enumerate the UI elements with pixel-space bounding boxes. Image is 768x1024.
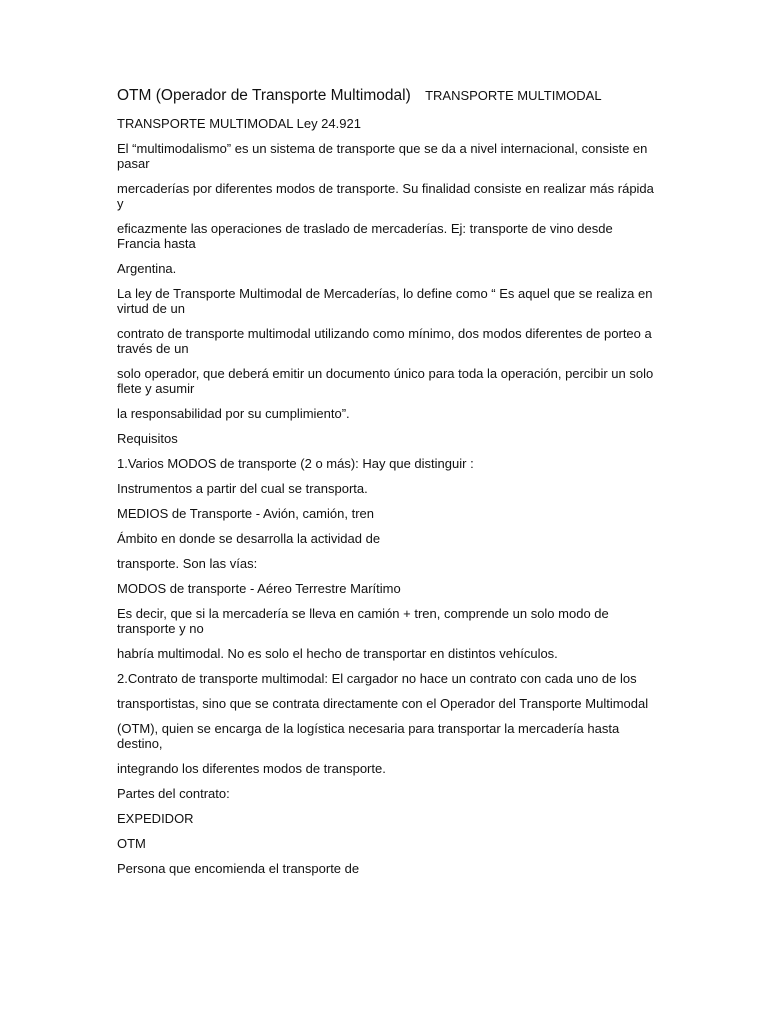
- paragraph: la responsabilidad por su cumplimiento”.: [117, 406, 350, 421]
- paragraph: Ámbito en donde se desarrolla la actividad de: [117, 531, 381, 546]
- paragraph: OTM: [117, 836, 146, 851]
- paragraph: MODOS de transporte - Aéreo Terrestre Marítimo: [117, 581, 401, 596]
- document-body: [117, 86, 657, 886]
- title-side: TRANSPORTE MULTIMODAL: [425, 88, 602, 103]
- paragraph: integrando los diferentes modos de transporte.: [117, 761, 386, 776]
- section-heading-requisitos: Requisitos: [117, 431, 178, 446]
- paragraph: habría multimodal. No es solo el hecho de transportar en distintos vehículos.: [117, 646, 558, 661]
- paragraph: mercaderías por diferentes modos de transporte. Su finalidad consiste en realizar más rápida y: [117, 181, 654, 211]
- paragraph: solo operador, que deberá emitir un documento único para toda la operación, percibir un solo flete y asumir: [117, 366, 654, 396]
- paragraph: transportistas, sino que se contrata directamente con el Operador del Transporte Multimodal: [117, 696, 649, 711]
- paragraph: Es decir, que si la mercadería se lleva en camión + tren, comprende un solo modo de transporte y no: [117, 606, 609, 636]
- paragraph: Instrumentos a partir del cual se transporta.: [117, 481, 368, 496]
- document-title: [117, 86, 657, 106]
- paragraph: 1.Varios MODOS de transporte (2 o más): Hay que distinguir :: [117, 456, 474, 471]
- title-main: OTM (Operador de Transporte Multimodal): [117, 87, 411, 104]
- paragraph: MEDIOS de Transporte - Avión, camión, tren: [117, 506, 374, 521]
- paragraph: TRANSPORTE MULTIMODAL Ley 24.921: [117, 116, 361, 131]
- paragraph: transporte. Son las vías:: [117, 556, 258, 571]
- paragraph: 2.Contrato de transporte multimodal: El cargador no hace un contrato con cada uno de los: [117, 671, 637, 686]
- paragraph: La ley de Transporte Multimodal de Mercaderías, lo define como “ Es aquel que se realiza en virtud de un: [117, 286, 653, 316]
- paragraph: EXPEDIDOR: [117, 811, 194, 826]
- paragraph: (OTM), quien se encarga de la logística necesaria para transportar la mercadería hasta destino,: [117, 721, 620, 751]
- paragraph: contrato de transporte multimodal utilizando como mínimo, dos modos diferentes de porteo a través de un: [117, 326, 652, 356]
- paragraph: El “multimodalismo” es un sistema de transporte que se da a nivel internacional, consiste en pasar: [117, 141, 648, 171]
- paragraph: Argentina.: [117, 261, 177, 276]
- paragraph: eficazmente las operaciones de traslado de mercaderías. Ej: transporte de vino desde Francia hasta: [117, 221, 613, 251]
- section-heading-partes: Partes del contrato:: [117, 786, 230, 801]
- paragraph: Persona que encomienda el transporte de: [117, 861, 360, 876]
